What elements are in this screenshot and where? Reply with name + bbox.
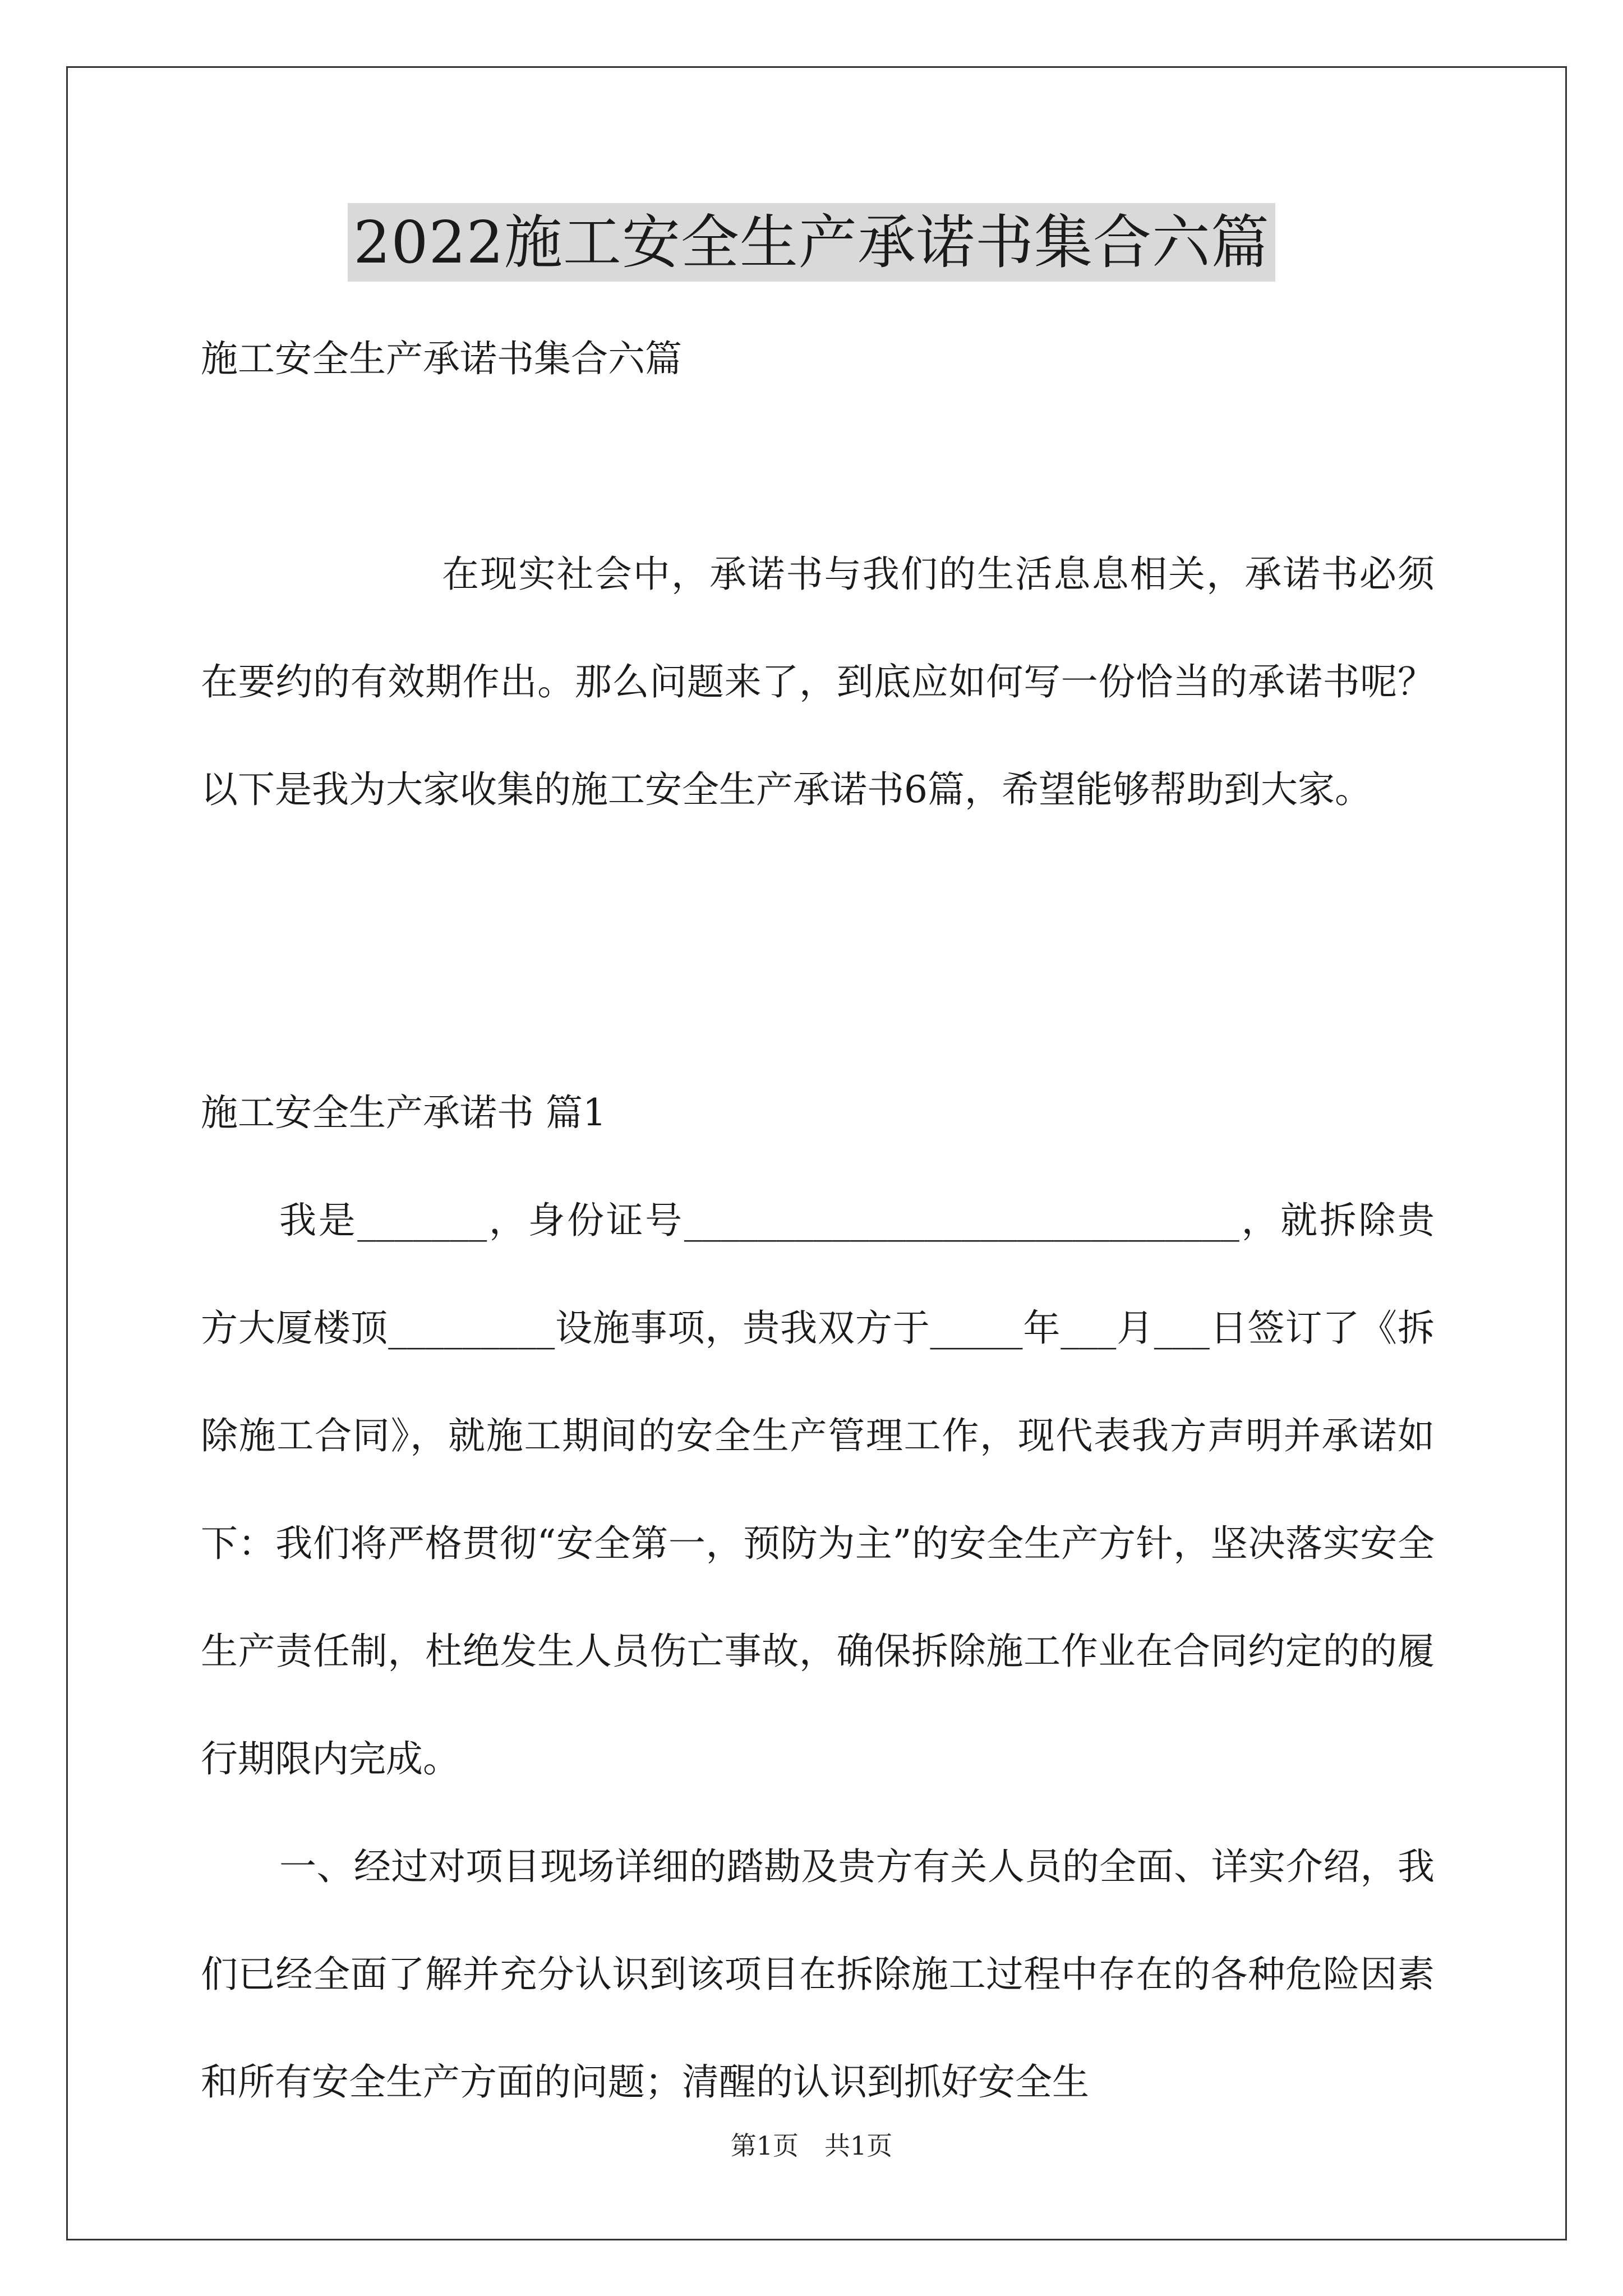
section-heading: 施工安全生产承诺书 篇1	[201, 1091, 606, 1134]
spacer	[201, 951, 1435, 1059]
document-title-text: 2022施工安全生产承诺书集合六篇	[348, 203, 1275, 282]
document-title	[0, 203, 1623, 282]
spacer	[201, 413, 1435, 521]
document-subtitle: 施工安全生产承诺书集合六篇	[201, 337, 682, 380]
body-paragraph-1: 我是_______，身份证号______________________________，就拆除贵方大厦楼顶_________设施事项，贵我双方于_____年___月___日签订了《拆除施工合同》，就施工期间的安全生产管理工作，现代表我方声明并承诺如下：我们将严格贯彻“安全第一，预防为主”的安全生产方针，坚决落实安全生产责任制，杜绝发生人员伤亡事故，确保拆除施工作业在合同约定的的履行期限内完成。	[201, 1199, 1435, 1780]
page-number-footer: 第1页 共1页	[730, 2131, 893, 2161]
intro-paragraph: 在现实社会中，承诺书与我们的生活息息相关，承诺书必须在要约的有效期作出。那么问题来了，到底应如何写一份恰当的承诺书呢？以下是我为大家收集的施工安全生产承诺书6篇，希望能够帮助到大家。	[201, 553, 1435, 811]
body-paragraph-2: 一、经过对项目现场详细的踏勘及贵方有关人员的全面、详实介绍，我们已经全面了解并充分认识到该项目在拆除施工过程中存在的各种危险因素和所有安全生产方面的问题；清醒的认识到抓好安全生	[201, 1845, 1435, 2104]
spacer	[201, 844, 1435, 951]
document-body	[201, 305, 1435, 2136]
